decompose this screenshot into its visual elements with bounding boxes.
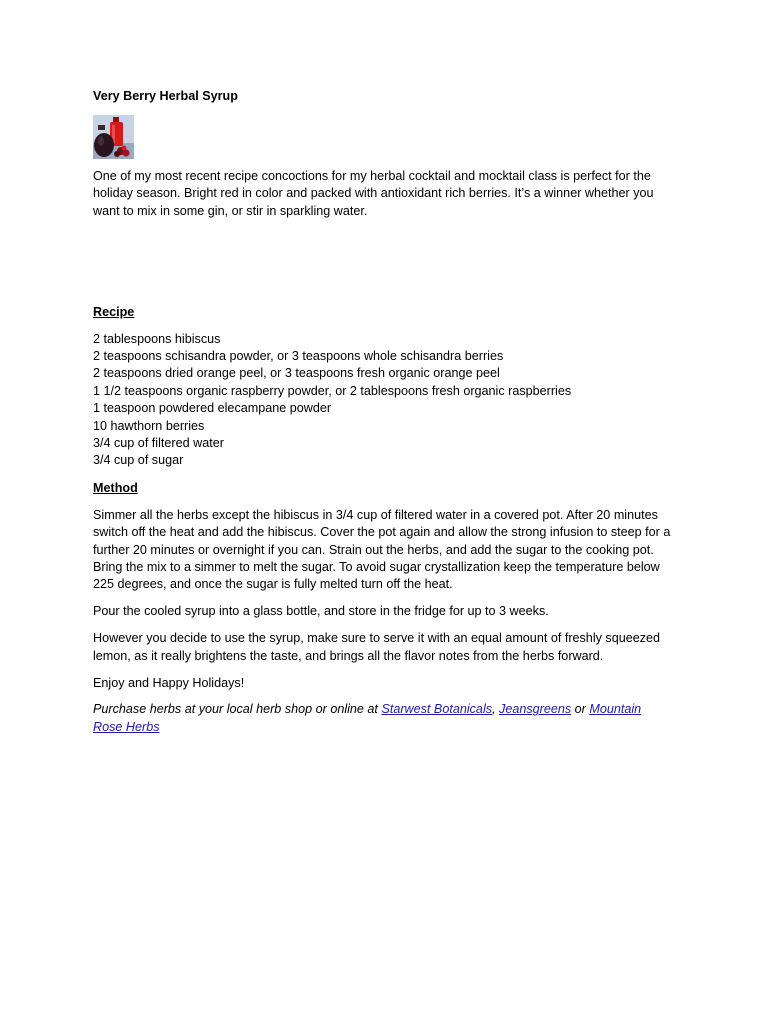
method-heading: Method	[93, 480, 138, 495]
ingredient-item: 1 teaspoon powdered elecampane powder	[93, 401, 332, 416]
starwest-botanicals-link[interactable]: Starwest Botanicals	[381, 702, 493, 717]
mountain-rose-herbs-link[interactable]: Mountain Rose Herbs	[93, 702, 642, 734]
ingredient-item: 3/4 cup of filtered water	[93, 436, 224, 451]
recipe-heading: Recipe	[93, 305, 135, 320]
purchase-note	[93, 701, 673, 736]
document-title: Very Berry Herbal Syrup	[93, 89, 238, 103]
method-paragraph: However you decide to use the syrup, make sure to serve it with an equal amount of freshly squeezed lemon, as it really brightens the taste, and brings all the flavor notes from the herbs forward.	[93, 631, 661, 663]
intro-paragraph: One of my most recent recipe concoctions for my herbal cocktail and mocktail class is perfect for the holiday season. Bright red in color and packed with antioxidant rich berries. It’s a winner whether you want to mix in some gin, or stir in sparkling water.	[93, 169, 654, 218]
closing-line: Enjoy and Happy Holidays!	[93, 675, 245, 690]
ingredient-item: 2 teaspoons schisandra powder, or 3 teaspoons whole schisandra berries	[93, 349, 504, 364]
method-paragraph: Pour the cooled syrup into a glass bottle, and store in the fridge for up to 3 weeks.	[93, 604, 549, 619]
jeansgreens-link[interactable]: Jeansgreens	[499, 702, 572, 717]
ingredient-item: 2 teaspoons dried orange peel, or 3 teaspoons fresh organic orange peel	[93, 366, 500, 381]
document-page	[93, 88, 673, 736]
method-paragraph: Simmer all the herbs except the hibiscus in 3/4 cup of filtered water in a covered pot. After 20 minutes switch off the heat and add the hibiscus. Cover the pot again and allow the strong infusion to steep for a further 20 minutes or overnight if you can. Strain out the herbs, and add the sugar to the cooking pot. Bring the mix to a simmer to melt the sugar. To avoid sugar crystallization keep the temperature below 225 degrees, and once the sugar is fully melted turn off the heat.	[93, 507, 671, 592]
ingredient-item: 10 hawthorn berries	[93, 418, 205, 433]
ingredient-item: 1 1/2 teaspoons organic raspberry powder, or 2 tablespoons fresh organic raspberries	[93, 383, 572, 398]
syrup-bottles-photo	[93, 115, 134, 159]
ingredient-item: 3/4 cup of sugar	[93, 453, 184, 468]
ingredient-list	[93, 331, 673, 470]
purchase-separator: or	[571, 702, 590, 717]
ingredient-item: 2 tablespoons hibiscus	[93, 331, 221, 346]
purchase-prefix: Purchase herbs at your local herb shop or online at	[93, 702, 382, 717]
purchase-separator: ,	[492, 702, 500, 717]
